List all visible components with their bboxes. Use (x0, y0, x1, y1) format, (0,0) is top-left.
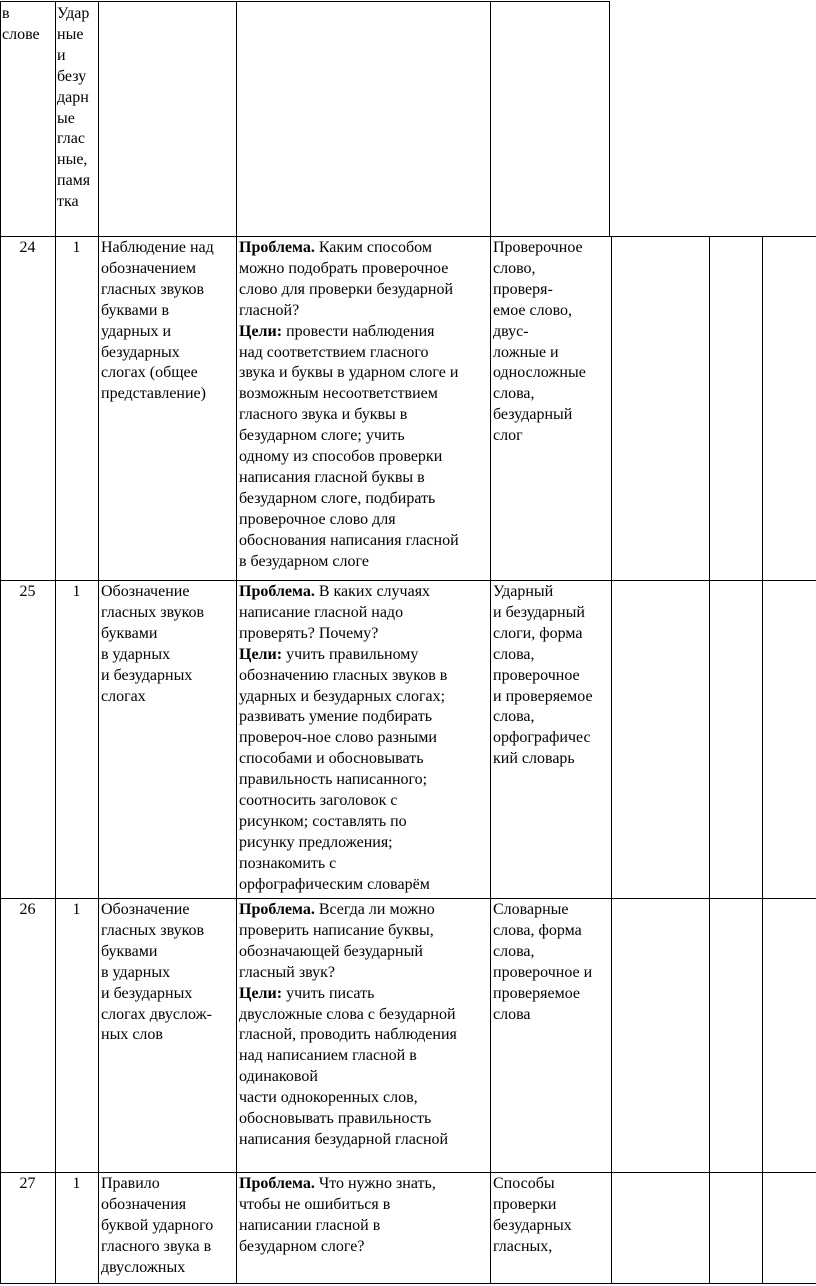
goals-line (239, 322, 489, 343)
lesson-topic-line: буквой ударного (101, 1216, 214, 1234)
lesson-topic-line: и безударных (101, 666, 193, 684)
goals-line: орфографическим словарём (239, 875, 430, 893)
problem-line (239, 1174, 489, 1195)
lesson-number: 26 (19, 901, 36, 918)
lesson-topic-line: обозначения (101, 1195, 187, 1213)
row-border (0, 1172, 816, 1173)
key-concepts-line: односложные (493, 364, 586, 382)
lesson-topic-line: Обозначение (101, 583, 190, 600)
problem-line: чтобы не ошибиться в (239, 1195, 391, 1213)
problem-line: написании гласной в (239, 1216, 381, 1234)
goals-line: рисунку предложения; (239, 833, 393, 851)
row-border (0, 898, 816, 899)
problem-label: Проблема. (239, 901, 315, 918)
goals-line: гласной, проводить наблюдения (239, 1026, 457, 1044)
key-concepts-line: слова, (493, 385, 535, 403)
key-concepts-line: слово, (493, 259, 536, 277)
goals-line: одному из способов проверки (239, 448, 443, 466)
goals-line: ударных и безударных слогах; (239, 687, 446, 705)
goals-line: рисунком; составлять по (239, 812, 407, 830)
goals-line: гласного звука и буквы в (239, 406, 408, 424)
goals-line: соотносить заголовок с (239, 792, 398, 810)
key-concepts-line: орфографичес (493, 729, 591, 747)
goals-label: Цели: (239, 645, 283, 663)
goals-line: двусложные слова с безударной (239, 1005, 456, 1023)
lesson-hours: 1 (72, 239, 81, 256)
column-2-text-line: безу (57, 67, 87, 85)
key-concepts (493, 582, 610, 770)
lesson-topic-line: гласных звуков (101, 921, 205, 939)
problem-line: проверять? Почему? (239, 624, 379, 642)
key-concepts-line: и безударный (493, 603, 585, 621)
lesson-topic-line: гласного звука в (101, 1237, 212, 1255)
key-concepts-line: Словарные (493, 901, 569, 918)
row-border (0, 1, 609, 2)
goals-line: обоснования написания гласной (239, 531, 459, 549)
goals-line: возможным несоответствием (239, 385, 438, 403)
key-concepts-line: слова, (493, 645, 535, 663)
column-border (609, 1, 610, 236)
column-2-text-line: тка (57, 193, 79, 211)
lesson-hours: 1 (72, 1175, 81, 1192)
key-concepts-line: Ударный (493, 583, 554, 600)
goals-line: правильность написанного; (239, 771, 428, 789)
column-2-text-line: дарн (57, 88, 89, 106)
lesson-number: 27 (19, 1175, 36, 1192)
lesson-number: 25 (19, 583, 36, 600)
goals-text: учить правильному (282, 645, 419, 663)
column-border (0, 236, 1, 1283)
key-concepts (493, 238, 610, 447)
goals-line: обозначению гласных звуков в (239, 666, 448, 684)
goals-line: в безударном слоге (239, 552, 369, 570)
lesson-topic-line: безударных (101, 343, 180, 361)
problem-line: проверить написание буквы, (239, 921, 434, 939)
column-2-text-line: памя (57, 172, 91, 190)
lesson-topic-line: гласных звуков (101, 603, 205, 621)
problem-line (239, 900, 489, 921)
goals-line: познакомить с (239, 854, 337, 872)
problem-line (239, 582, 489, 603)
key-concepts-line: безударных (493, 1216, 572, 1234)
row-border (0, 1283, 816, 1284)
problem-line: безударном слоге? (239, 1237, 365, 1255)
problem-line: обозначающей безударный (239, 942, 423, 960)
key-concepts-line: кий словарь (493, 750, 575, 768)
problem-label: Проблема. (239, 583, 315, 600)
key-concepts-line: емое слово, (493, 301, 573, 319)
lesson-topic-line: слогах (общее (101, 364, 198, 382)
column-border (490, 1, 491, 236)
column-1-text (2, 4, 54, 46)
key-concepts-line: проверки (493, 1195, 557, 1213)
goals-text: провести наблюдения (282, 322, 435, 340)
column-2-text-line: ные (57, 25, 84, 43)
problem-line: гласный звук? (239, 963, 336, 981)
column-border (55, 1, 56, 236)
goals-label: Цели: (239, 322, 283, 340)
problem-line: гласной? (239, 301, 300, 319)
key-concepts-line: слова, форма (493, 921, 582, 939)
lesson-topic-line: в ударных (101, 963, 171, 981)
row-border (0, 236, 816, 237)
column-border (709, 236, 710, 1283)
key-concepts-line: слова (493, 1005, 531, 1023)
key-concepts-line: проверочное (493, 666, 580, 684)
lesson-topic-line: гласных звуков (101, 280, 205, 298)
key-concepts-line: Способы (493, 1175, 555, 1192)
goals-line: части однокоренных слов, (239, 1089, 418, 1107)
lesson-topic (101, 1174, 235, 1279)
lesson-topic-line: ударных и (101, 322, 172, 340)
lesson-topic-line: представление) (101, 385, 206, 403)
problem-text: Каким способом (314, 239, 432, 256)
goals-line: безударном слоге, подбирать (239, 489, 436, 507)
goals-line: написания безударной гласной (239, 1130, 449, 1148)
goals-label: Цели: (239, 984, 283, 1002)
column-2-text-line: Удар (57, 5, 90, 22)
key-concepts-line: ложные и (493, 343, 559, 361)
lesson-topic (101, 238, 235, 405)
lesson-number: 24 (19, 239, 36, 256)
row-border (0, 580, 816, 581)
goals-line: проверочное слово для (239, 510, 396, 528)
column-border (98, 1, 99, 236)
lesson-topic-line: и безударных (101, 984, 193, 1002)
key-concepts-line: проверяемое (493, 984, 581, 1002)
column-1-text-line: в (2, 5, 10, 22)
column-border (98, 236, 99, 1283)
column-border (55, 236, 56, 1283)
problem-line (239, 238, 489, 259)
problem-text: Всегда ли можно (314, 901, 435, 918)
lesson-topic (101, 900, 235, 1046)
goals-text: учить писать (282, 984, 375, 1002)
goals-line: над написанием гласной в (239, 1047, 417, 1065)
lesson-topic-line: буквами (101, 624, 158, 642)
column-2-text-line: ые (57, 109, 75, 127)
problem-label: Проблема. (239, 1175, 315, 1192)
column-border (236, 1, 237, 236)
problem-goals (239, 238, 489, 573)
column-border (0, 1, 1, 236)
goals-line: безударном слоге; учить (239, 427, 405, 445)
column-2-text (57, 4, 97, 213)
problem-line: можно подобрать проверочное (239, 259, 449, 277)
lesson-hours: 1 (72, 901, 81, 918)
key-concepts (493, 1174, 610, 1258)
lesson-topic-line: обозначением (101, 259, 196, 277)
goals-line (239, 984, 489, 1005)
lesson-hours: 1 (72, 583, 81, 600)
goals-line: одинаковой (239, 1068, 318, 1086)
problem-line: слово для проверки безударной (239, 280, 454, 298)
column-border (236, 236, 237, 1283)
column-border (611, 236, 612, 1283)
lesson-topic-line: буквами (101, 942, 158, 960)
key-concepts-line: слог (493, 427, 523, 445)
column-border (490, 236, 491, 1283)
goals-line: способами и обосновывать (239, 750, 424, 768)
lesson-topic-line: буквами в (101, 301, 169, 319)
column-2-text-line: глас (57, 130, 85, 148)
goals-line: звука и буквы в ударном слоге и (239, 364, 459, 382)
lesson-topic-line: двусложных (101, 1258, 186, 1276)
lesson-topic-line: в ударных (101, 645, 171, 663)
key-concepts-line: слоги, форма (493, 624, 583, 642)
lesson-topic-line: слогах (101, 687, 146, 705)
problem-text: В каких случаях (314, 583, 431, 600)
key-concepts-line: слова, (493, 942, 535, 960)
lesson-topic-line: ных слов (101, 1026, 163, 1044)
lesson-topic (101, 582, 235, 707)
key-concepts-line: и проверяемое (493, 687, 593, 705)
problem-line: написание гласной надо (239, 603, 404, 621)
column-1-text-line: слове (2, 25, 40, 43)
problem-text: Что нужно знать, (314, 1175, 436, 1192)
problem-label: Проблема. (239, 239, 315, 256)
key-concepts (493, 900, 610, 1025)
goals-line: над соответствием гласного (239, 343, 429, 361)
problem-goals (239, 582, 489, 896)
key-concepts-line: проверочное и (493, 963, 593, 981)
goals-line (239, 645, 489, 666)
goals-line: написания гласной буквы в (239, 468, 425, 486)
column-2-text-line: и (57, 46, 66, 64)
key-concepts-line: безударный (493, 406, 573, 424)
key-concepts-line: Проверочное (493, 239, 583, 256)
problem-goals (239, 1174, 489, 1258)
lesson-topic-line: слогах двуслож- (101, 1005, 212, 1023)
key-concepts-line: гласных, (493, 1237, 553, 1255)
goals-line: развивать умение подбирать (239, 708, 433, 726)
goals-line: провероч-ное слово разными (239, 729, 437, 747)
column-2-text-line: ные, (57, 151, 88, 169)
goals-line: обосновывать правильность (239, 1110, 432, 1128)
lesson-topic-line: Обозначение (101, 901, 190, 918)
key-concepts-line: двус- (493, 322, 529, 340)
key-concepts-line: проверя- (493, 280, 553, 298)
lesson-topic-line: Наблюдение над (101, 239, 214, 256)
lesson-topic-line: Правило (101, 1175, 160, 1192)
key-concepts-line: слова, (493, 708, 535, 726)
column-border (762, 236, 763, 1283)
problem-goals (239, 900, 489, 1151)
